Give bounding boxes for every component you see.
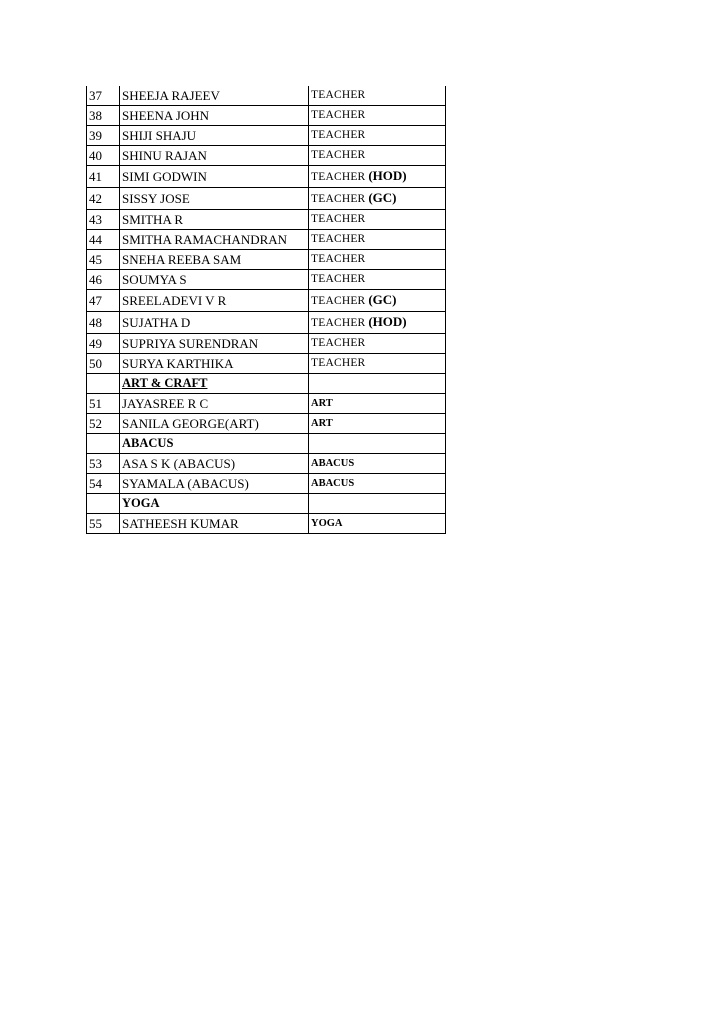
staff-name: SUPRIYA SURENDRAN xyxy=(120,334,309,354)
row-number: 45 xyxy=(87,250,120,270)
role-label: TEACHER xyxy=(311,149,366,161)
staff-row xyxy=(87,270,446,290)
row-number: 47 xyxy=(87,290,120,312)
section-title: YOGA xyxy=(122,496,160,510)
row-number: 44 xyxy=(87,230,120,250)
staff-row xyxy=(87,106,446,126)
staff-name: SHINU RAJAN xyxy=(120,146,309,166)
staff-row xyxy=(87,166,446,188)
row-number: 37 xyxy=(87,86,120,106)
section-title-cell xyxy=(120,494,309,514)
role-cell: ART xyxy=(309,394,446,414)
staff-row xyxy=(87,250,446,270)
role-cell xyxy=(309,210,446,230)
staff-row xyxy=(87,86,446,106)
staff-row xyxy=(87,474,446,494)
staff-name: SISSY JOSE xyxy=(120,188,309,210)
role-label: TEACHER xyxy=(311,273,366,285)
staff-row xyxy=(87,188,446,210)
staff-name: SNEHA REEBA SAM xyxy=(120,250,309,270)
staff-name: SYAMALA (ABACUS) xyxy=(120,474,309,494)
role-cell: YOGA xyxy=(309,514,446,534)
role-cell xyxy=(309,334,446,354)
row-number: 53 xyxy=(87,454,120,474)
staff-name: SATHEESH KUMAR xyxy=(120,514,309,534)
row-number: 54 xyxy=(87,474,120,494)
row-number: 39 xyxy=(87,126,120,146)
role-label: TEACHER xyxy=(311,109,366,121)
staff-name: SOUMYA S xyxy=(120,270,309,290)
section-header-row xyxy=(87,374,446,394)
role-label: TEACHER xyxy=(311,129,366,141)
row-number-cell xyxy=(87,434,120,454)
role-designation: (HOD) xyxy=(368,168,407,183)
staff-table-body xyxy=(87,86,446,534)
staff-row xyxy=(87,394,446,414)
section-title-cell xyxy=(120,434,309,454)
staff-name: SREELADEVI V R xyxy=(120,290,309,312)
staff-name: SMITHA R xyxy=(120,210,309,230)
role-cell xyxy=(309,270,446,290)
role-label: TEACHER xyxy=(311,193,366,205)
role-cell xyxy=(309,434,446,454)
role-cell xyxy=(309,126,446,146)
staff-row xyxy=(87,230,446,250)
staff-name: SMITHA RAMACHANDRAN xyxy=(120,230,309,250)
staff-name: SURYA KARTHIKA xyxy=(120,354,309,374)
role-label: TEACHER xyxy=(311,295,366,307)
row-number: 51 xyxy=(87,394,120,414)
staff-name: SHIJI SHAJU xyxy=(120,126,309,146)
row-number: 42 xyxy=(87,188,120,210)
row-number: 43 xyxy=(87,210,120,230)
role-cell xyxy=(309,146,446,166)
staff-name: SHEEJA RAJEEV xyxy=(120,86,309,106)
row-number: 38 xyxy=(87,106,120,126)
row-number-cell xyxy=(87,494,120,514)
role-label: TEACHER xyxy=(311,89,366,101)
staff-name: JAYASREE R C xyxy=(120,394,309,414)
section-header-row xyxy=(87,434,446,454)
role-label: TEACHER xyxy=(311,253,366,265)
row-number: 48 xyxy=(87,312,120,334)
staff-name: SIMI GODWIN xyxy=(120,166,309,188)
staff-row xyxy=(87,210,446,230)
row-number: 49 xyxy=(87,334,120,354)
role-cell xyxy=(309,374,446,394)
role-cell xyxy=(309,354,446,374)
role-cell xyxy=(309,494,446,514)
role-cell xyxy=(309,290,446,312)
staff-row xyxy=(87,354,446,374)
role-cell xyxy=(309,166,446,188)
staff-name: SANILA GEORGE(ART) xyxy=(120,414,309,434)
role-label: TEACHER xyxy=(311,357,366,369)
role-designation: (GC) xyxy=(368,292,397,307)
row-number: 40 xyxy=(87,146,120,166)
section-title: ABACUS xyxy=(122,436,174,450)
staff-row xyxy=(87,514,446,534)
role-cell: ART xyxy=(309,414,446,434)
staff-row xyxy=(87,454,446,474)
staff-name: SHEENA JOHN xyxy=(120,106,309,126)
staff-row xyxy=(87,312,446,334)
role-label: TEACHER xyxy=(311,233,366,245)
section-title-cell xyxy=(120,374,309,394)
section-title: ART & CRAFT xyxy=(122,376,208,390)
role-label: TEACHER xyxy=(311,213,366,225)
staff-table xyxy=(86,86,446,534)
row-number: 55 xyxy=(87,514,120,534)
staff-name: ASA S K (ABACUS) xyxy=(120,454,309,474)
staff-row xyxy=(87,146,446,166)
role-cell xyxy=(309,312,446,334)
role-designation: (GC) xyxy=(368,190,397,205)
role-label: TEACHER xyxy=(311,337,366,349)
role-cell: ABACUS xyxy=(309,474,446,494)
staff-row xyxy=(87,334,446,354)
staff-row xyxy=(87,290,446,312)
role-designation: (HOD) xyxy=(368,314,407,329)
row-number: 50 xyxy=(87,354,120,374)
row-number: 46 xyxy=(87,270,120,290)
role-cell xyxy=(309,86,446,106)
role-cell xyxy=(309,106,446,126)
staff-row xyxy=(87,414,446,434)
row-number-cell xyxy=(87,374,120,394)
section-header-row xyxy=(87,494,446,514)
role-cell xyxy=(309,230,446,250)
role-label: TEACHER xyxy=(311,171,366,183)
role-cell xyxy=(309,188,446,210)
staff-row xyxy=(87,126,446,146)
staff-name: SUJATHA D xyxy=(120,312,309,334)
role-cell: ABACUS xyxy=(309,454,446,474)
role-label: TEACHER xyxy=(311,317,366,329)
role-cell xyxy=(309,250,446,270)
row-number: 52 xyxy=(87,414,120,434)
row-number: 41 xyxy=(87,166,120,188)
